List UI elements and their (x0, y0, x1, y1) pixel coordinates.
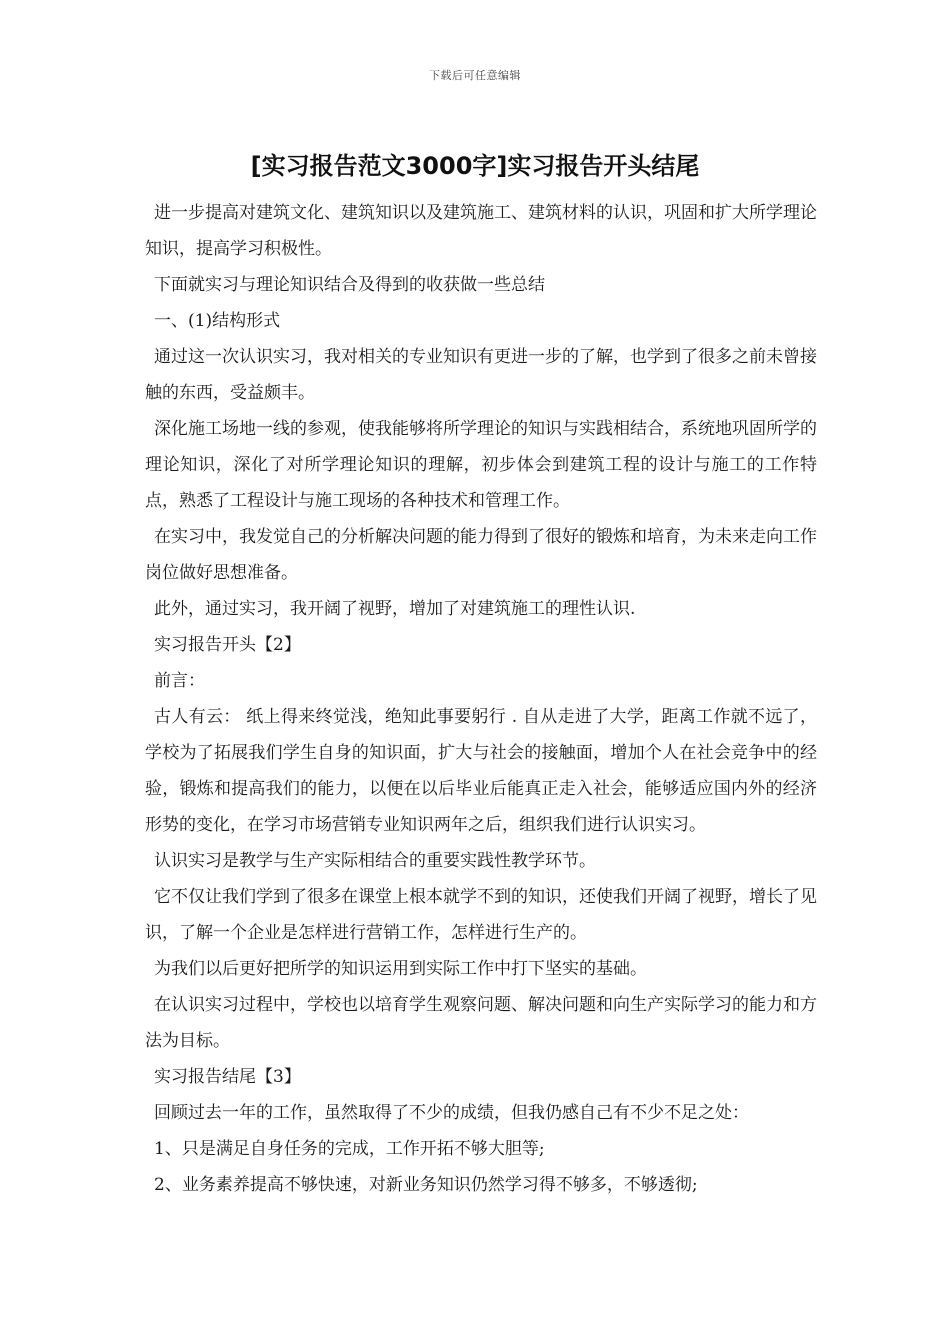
section-heading-opening: 实习报告开头【2】 (154, 635, 301, 655)
paragraph-intro: 进一步提高对建筑文化、建筑知识以及建筑施工、建筑材料的认识，巩固和扩大所学理论知识，提高学习积极性。 (145, 203, 817, 259)
document-body (145, 195, 817, 1203)
paragraph: 认识实习是教学与生产实际相结合的重要实践性教学环节。 (154, 851, 596, 871)
section-subheading-preface: 前言： (154, 671, 205, 691)
paragraph: 古人有云： 纸上得来终觉浅，绝知此事要躬行 . 自从走进了大学，距离工作就不远了，学校为了拓展我们学生自身的知识面，扩大与社会的接触面，增加个人在社会竞争中的经验，锻炼和提高我们的能力，以便在以后毕业后能真正走入社会，能够适应国内外的经济形势的变化，在学习市场营销专业知识两年之后，组织我们进行认识实习。 (145, 707, 817, 835)
paragraph: 通过这一次认识实习，我对相关的专业知识有更进一步的了解，也学到了很多之前未曾接触的东西，受益颇丰。 (145, 347, 817, 403)
paragraph: 深化施工场地一线的参观，使我能够将所学理论的知识与实践相结合，系统地巩固所学的理论知识，深化了对所学理论知识的理解，初步体会到建筑工程的设计与施工的工作特点，熟悉了工程设计与施工现场的各种技术和管理工作。 (145, 419, 817, 511)
page-header-note: 下载后可任意编辑 (429, 69, 521, 82)
section-heading-closing: 实习报告结尾【3】 (154, 1067, 301, 1087)
paragraph: 它不仅让我们学到了很多在课堂上根本就学不到的知识，还使我们开阔了视野，增长了见识，了解一个企业是怎样进行营销工作，怎样进行生产的。 (145, 887, 817, 943)
paragraph: 在实习中，我发觉自己的分析解决问题的能力得到了很好的锻炼和培育，为未来走向工作岗位做好思想准备。 (145, 527, 817, 583)
section-heading-structure: 一、(1)结构形式 (154, 311, 281, 331)
paragraph: 此外，通过实习，我开阔了视野，增加了对建筑施工的理性认识. (154, 599, 636, 619)
list-item: 1、只是满足自身任务的完成，工作开拓不够大胆等; (154, 1139, 545, 1159)
paragraph: 为我们以后更好把所学的知识运用到实际工作中打下坚实的基础。 (154, 959, 647, 979)
list-item: 2、业务素养提高不够快速，对新业务知识仍然学习得不够多，不够透彻; (154, 1175, 698, 1195)
paragraph: 回顾过去一年的工作，虽然取得了不少的成绩，但我仍感自己有不少不足之处： (154, 1103, 749, 1123)
document-title: [实习报告范文3000字]实习报告开头结尾 (250, 152, 700, 180)
paragraph: 在认识实习过程中，学校也以培育学生观察问题、解决问题和向生产实际学习的能力和方法为目标。 (145, 995, 817, 1051)
paragraph-summary-lead: 下面就实习与理论知识结合及得到的收获做一些总结 (154, 275, 545, 295)
